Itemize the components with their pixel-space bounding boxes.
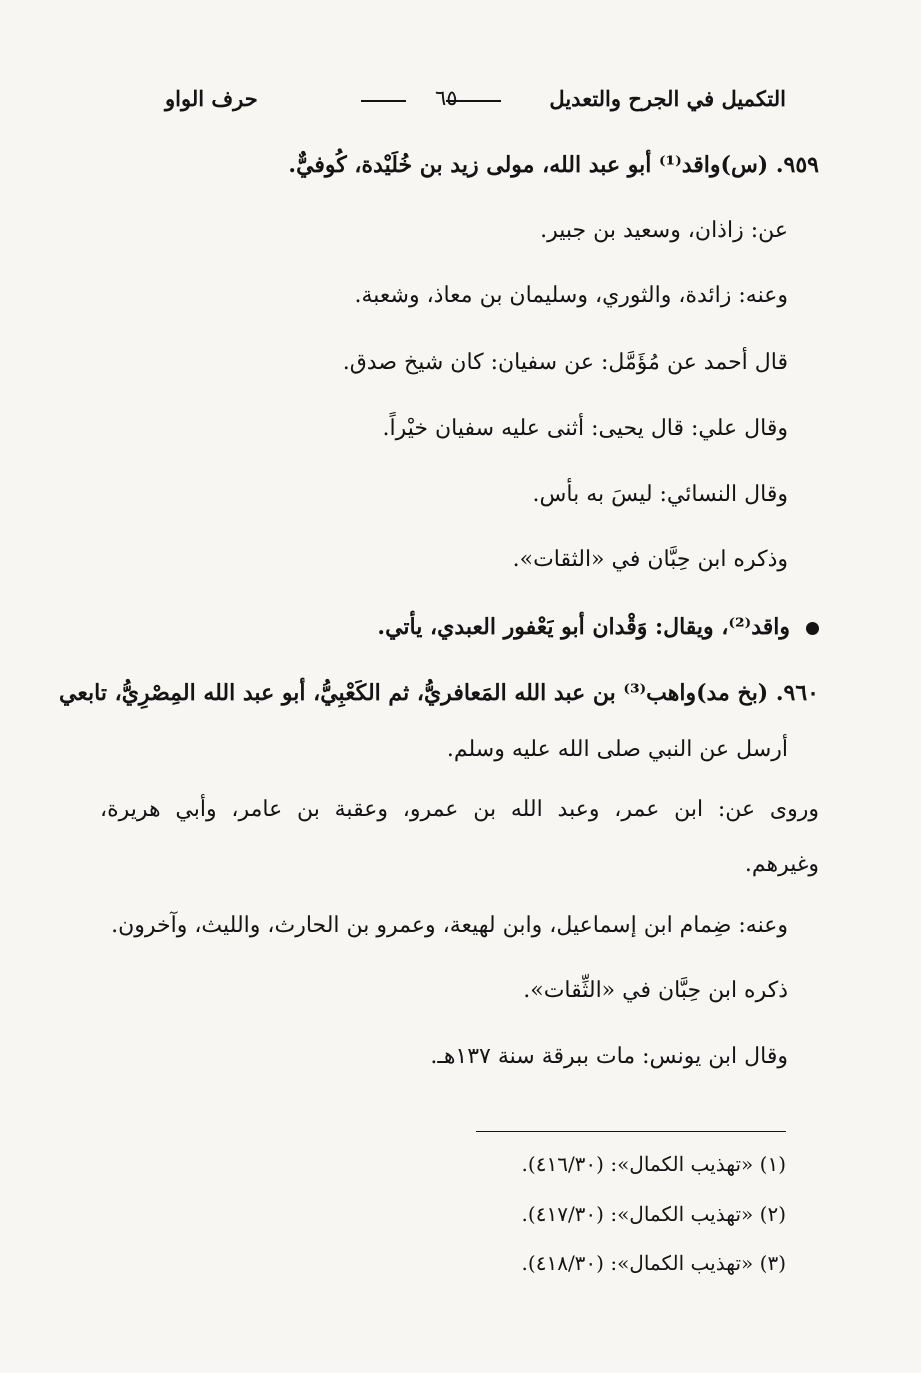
entry-959-line: وقال علي: قال يحيى: أثنى عليه سفيان خيْراً. [382,416,788,441]
bullet-icon [806,622,819,635]
header-dash [361,100,406,102]
footnote: (٢) «تهذيب الكمال»: (٤١٧/٣٠). [521,1202,786,1226]
cross-reference-text: واقد⁽²⁾، ويقال: وَقْدان أبو يَعْفور العبدي، يأتي. [377,614,790,640]
entry-959-line: وعنه: زائدة، والثوري، وسليمان بن معاذ، وشعبة. [354,283,788,308]
entry-959-heading: ٩٥٩. (س)واقد⁽¹⁾ أبو عبد الله، مولى زيد بن خُلَيْدة، كُوفيٌّ. [288,152,819,178]
entry-960-line: وروى عن: ابن عمر، وعبد الله بن عمرو، وعقبة بن عامر، وأبي هريرة، [100,797,819,822]
entry-960-line: وقال ابن يونس: مات ببرقة سنة ١٣٧هـ. [430,1044,788,1069]
entry-960-heading-cont: أرسل عن النبي صلى الله عليه وسلم. [446,737,788,762]
entry-960-heading: ٩٦٠. (بخ مد)واهب⁽³⁾ بن عبد الله المَعافريُّ، ثم الكَعْبِيُّ، أبو عبد الله المِصْرِيُّ، تابعي [59,680,819,706]
book-title: التكميل في الجرح والتعديل [549,86,786,111]
entry-959-line: عن: زاذان، وسعيد بن جبير. [540,218,788,243]
page-number: ٦٥ [435,86,458,110]
footnote: (١) «تهذيب الكمال»: (٤١٦/٣٠). [521,1152,786,1176]
entry-960-line: وعنه: ضِمام ابن إسماعيل، وابن لهيعة، وعمرو بن الحارث، والليث، وآخرون. [111,913,788,938]
entry-959-line: وقال النسائي: ليسَ به بأس. [532,482,788,507]
entry-960-line: وغيرهم. [744,852,819,877]
footnote-rule [476,1131,786,1132]
entry-959-line: وذكره ابن حِبَّان في «الثقات». [512,547,788,572]
entry-960-line: ذكره ابن حِبَّان في «الثِّقات». [523,978,788,1003]
entry-959-line: قال أحمد عن مُؤَمَّل: عن سفيان: كان شيخ صدق. [342,350,788,375]
cross-reference [377,614,819,640]
page-header [165,80,786,120]
footnote: (٣) «تهذيب الكمال»: (٤١٨/٣٠). [521,1251,786,1275]
section-title: حرف الواو [165,86,258,111]
